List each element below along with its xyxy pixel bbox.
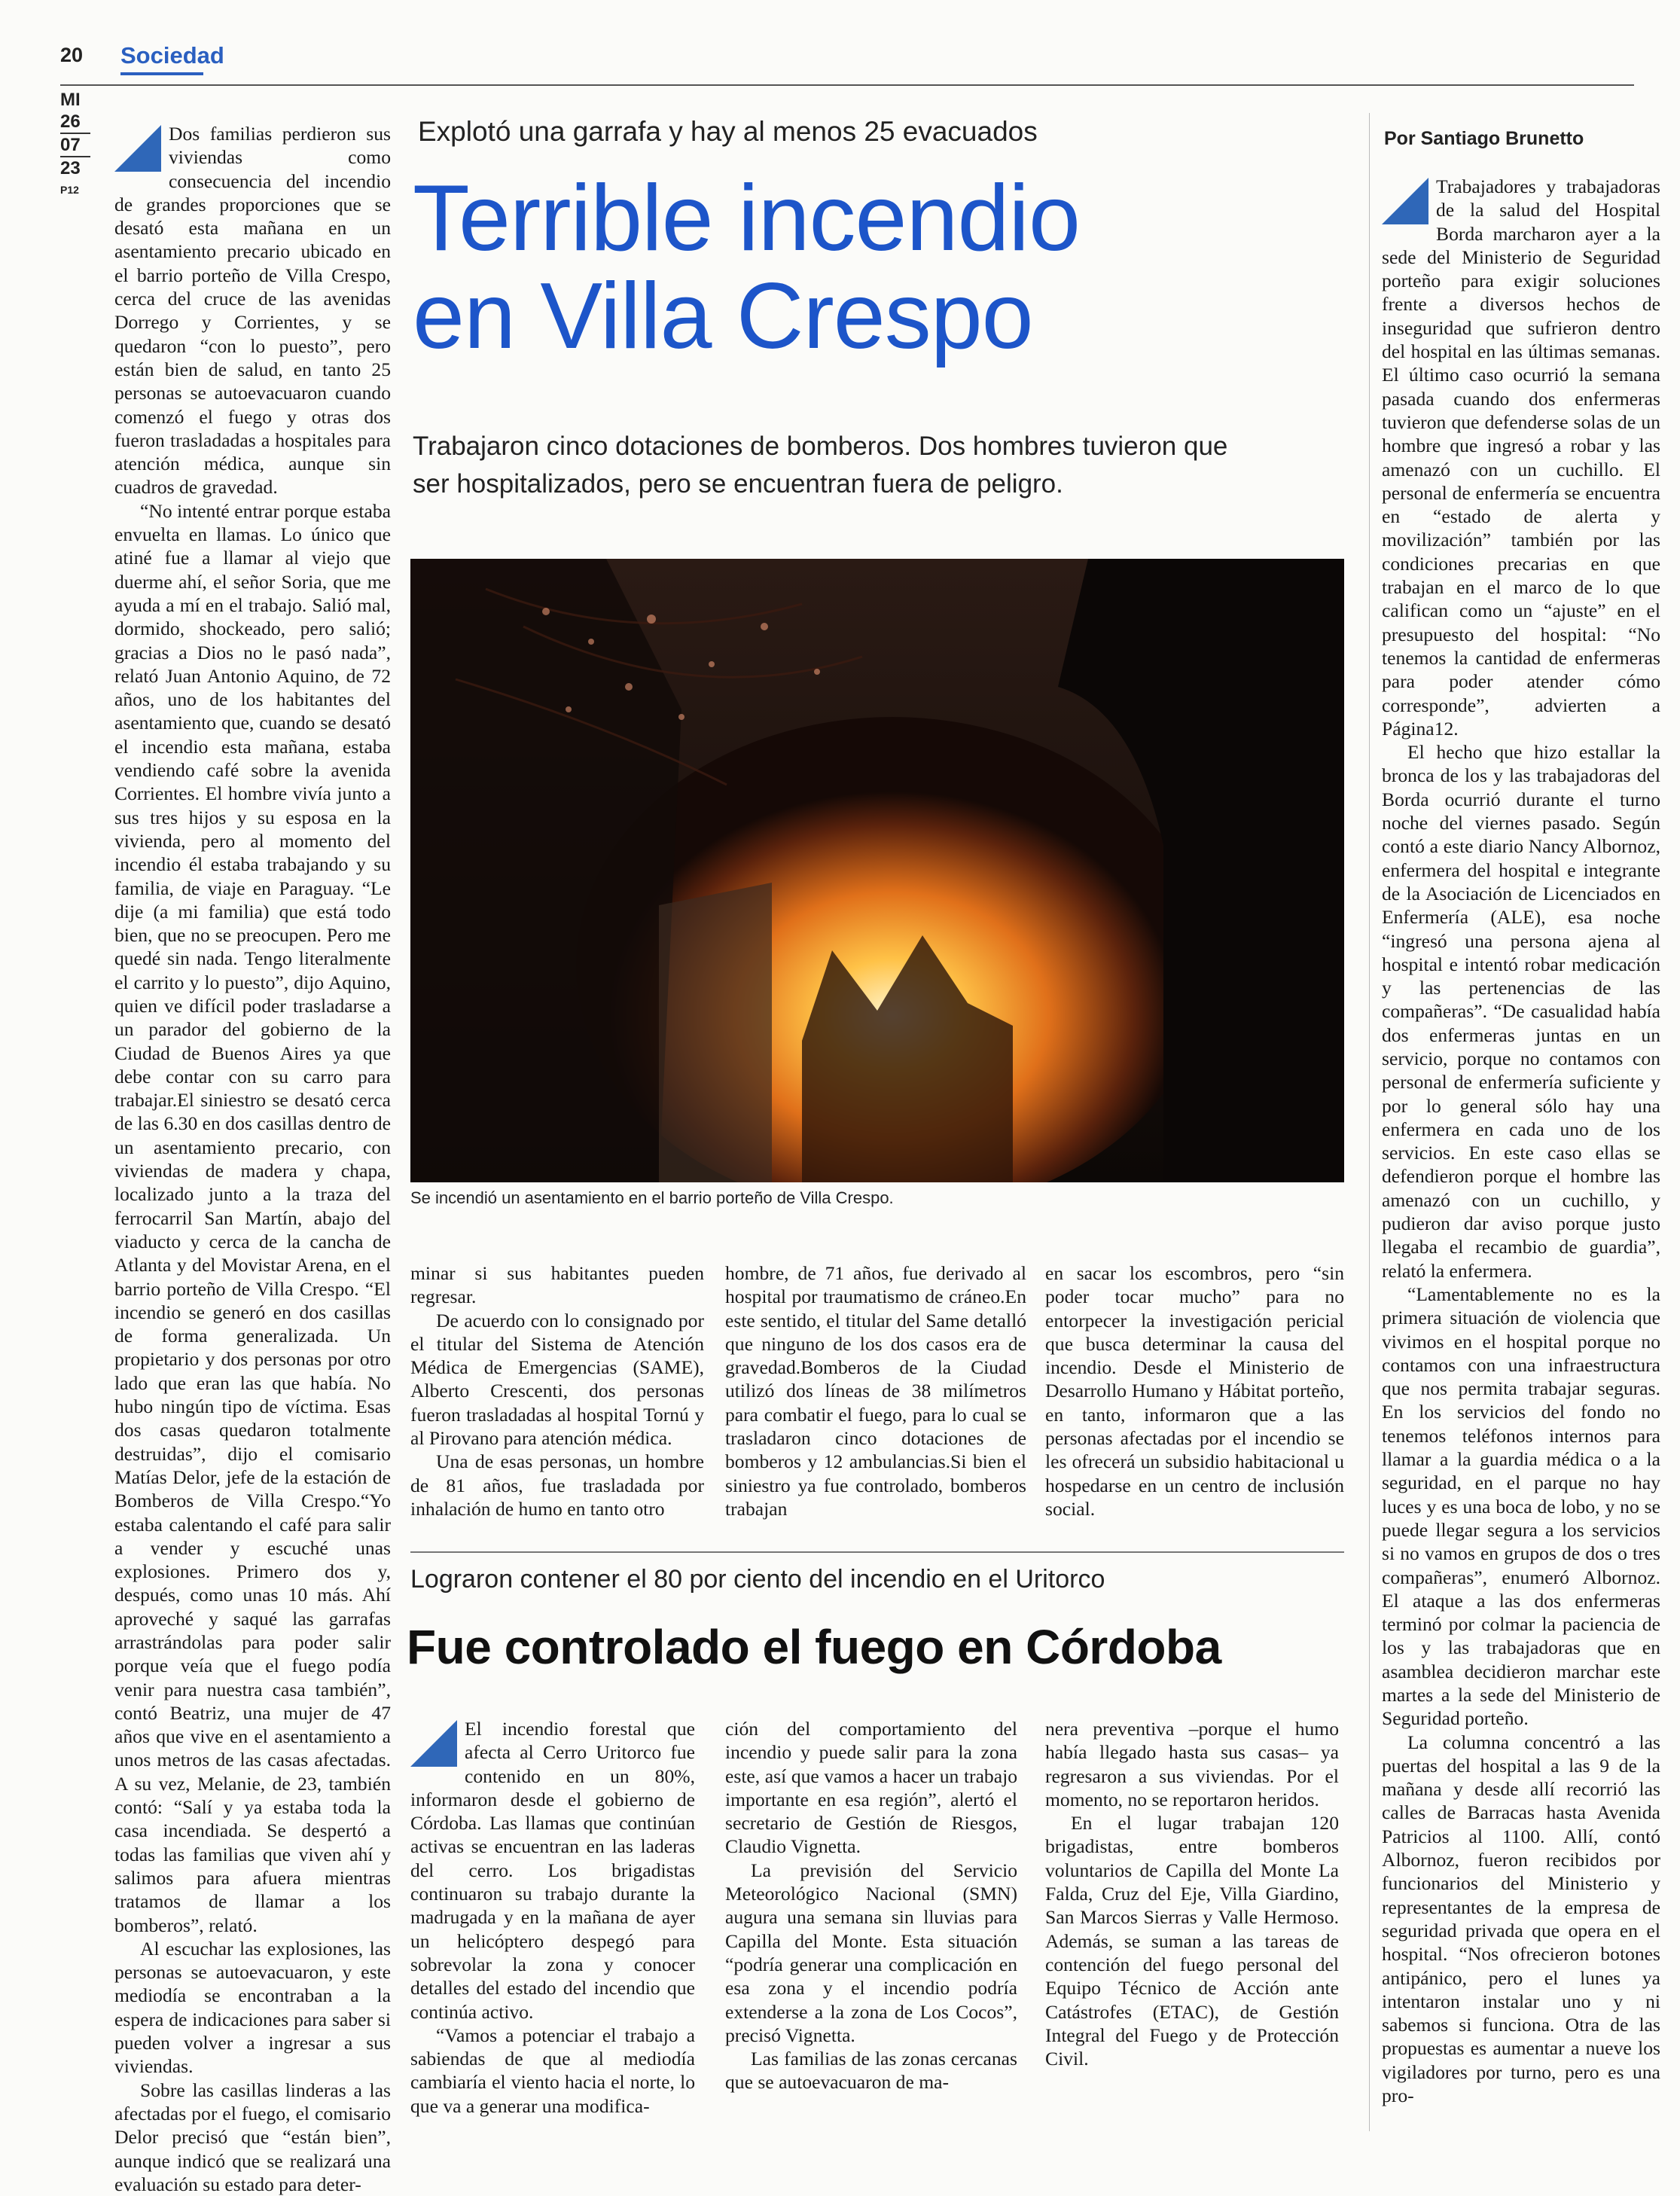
- section-label: Sociedad: [120, 42, 224, 69]
- second-col1-p2: “Vamos a potenciar el trabajo a sabiendas de que al mediodía cambiaría el viento hacia el norte, lo que va a generar una modifica-: [410, 2024, 695, 2117]
- main-deck: Trabajaron cinco dotaciones de bomberos. Dos hombres tuvieron que ser hospitalizados, pero se encuentran fuera de peligro.: [413, 432, 1228, 499]
- second-story-col1: [410, 1717, 695, 2118]
- page-number: 20: [60, 44, 84, 66]
- right-p4: La columna concentró a las puertas del hospital a las 9 de la mañana y desde allí recorrió las calles de Barracas hasta Avenida Patricios al 1100. Allí, contó Albornoz, fueron recibidos por funcionarios del Ministerio y representantes de la empresa de seguridad privada que opera en el hospital. “Nos ofrecieron botones antipánico, pero el lunes ya intentaron instalar uno y ni sabemos si funciona. Otra de las propuestas es aumentar a nueve los vigiladores por turno, pero es una pro-: [1382, 1731, 1660, 2107]
- date-mm: 07: [60, 134, 90, 157]
- second-col1-p1: El incendio forestal que afecta al Cerro Uritorco fue contenido en un 80%, informaron desde el gobierno de Córdoba. Las llamas que continúan activas se encuentran en las laderas del cerro. Los brigadistas continuaron su trabajo durante la madrugada y en la mañana de ayer un helicóptero despegó para sobrevolar la zona y conocer detalles del estado del incendio que continúa activo.: [410, 1718, 695, 2023]
- date-yy: 23: [60, 158, 81, 178]
- header-rule: [60, 84, 1634, 86]
- second-col2-p3: Las familias de las zonas cercanas que se autoevacuaron de ma-: [725, 2048, 1017, 2094]
- main-col1-p1: Dos familias perdieron sus viviendas como consecuencia del incendio de grandes proporciones que se desató esta mañana en un asentamiento precario ubicado en el barrio porteño de Villa Crespo, cerca del cruce de las avenidas Dorrego y Corrientes, y se quedaron “con lo puesto”, pero están bien de salud, en tanto 25 personas se autoevacuaron cuando comenzó el fuego y otras dos fueron trasladadas a hospitales para atención médica, aunque sin cuadros de gravedad.: [114, 123, 391, 499]
- main-col2-p3: Una de esas personas, un hombre de 81 años, fue trasladada por inhalación de humo en tanto otro: [410, 1450, 704, 1520]
- second-col2-p1: ción del comportamiento del incendio y puede salir para la zona este, así que vamos a hacer un trabajo importante en esa región”, alertó el secretario de Gestión de Riesgos, Claudio Vignetta.: [725, 1718, 1017, 1858]
- main-col4-p1: en sacar los escombros, pero “sin poder tocar mucho” para no entorpecer la investigación pericial que busca determinar la causa del incendio. Desde el Ministerio de Desarrollo Humano y Hábitat porteño, en tanto, informaron que a las personas afectadas por el incendio se les ofrecerá un subsidio habitacional u hospedarse en un centro de inclusión social.: [1045, 1262, 1344, 1520]
- date-dd: 26: [60, 111, 90, 134]
- second-col2-p2: La previsión del Servicio Meteorológico Nacional (SMN) augura una semana sin lluvias para Capilla del Monte. Esta situación “podría generar una complicación en esa zona y el incendio podría extenderse a la zona de Los Cocos”, precisó Vignetta.: [725, 1859, 1017, 2046]
- byline: Por Santiago Brunetto: [1384, 128, 1584, 149]
- main-story-col4: [1045, 1261, 1344, 1520]
- section-underline: [120, 72, 203, 75]
- main-story-col3: [725, 1261, 1026, 1520]
- p12-logo: P12: [60, 184, 79, 196]
- second-story-rule: [410, 1551, 1344, 1553]
- second-story-col2: [725, 1717, 1017, 2094]
- main-col1-p4: Sobre las casillas linderas a las afectadas por el fuego, el comisario Delor precisó que “están bien”, aunque indicó que se realizará una evaluación su estado para deter-: [114, 2079, 391, 2195]
- date-block: [60, 89, 90, 201]
- main-headline: [413, 166, 1316, 368]
- right-p3: “Lamentablemente no es la primera situación de violencia que vivimos en el hospital porque no contamos con una infraestructura que nos permita trabajar seguras. En los servicios del fondo no tenemos teléfonos internos para llamar a la guardia médica o a la seguridad, en el parque no hay luces y es una boca de lobo, y no se puede llegar segura a los servicios si no vamos en grupos de dos o tres compañeras”, enumeró Albornoz. El ataque a las dos enfermeras terminó por colmar la paciencia de los y las trabajadoras que en asamblea decidieron marchar este martes a la sede del Ministerio de Seguridad porteño.: [1382, 1283, 1660, 1730]
- right-lead-triangle-icon: [1382, 178, 1428, 224]
- right-column-rule: [1369, 113, 1370, 2131]
- second-story-col3: [1045, 1717, 1339, 2070]
- second-lead-triangle-icon: [410, 1720, 457, 1767]
- fire-photo: [410, 559, 1344, 1182]
- main-story-col2: [410, 1261, 704, 1520]
- right-p1: Trabajadores y trabajadoras de la salud del Hospital Borda marcharon ayer a la sede del Ministerio de Seguridad porteño para exigir soluciones frente a diversos hechos de inseguridad que sufrieron dentro del hospital en las últimas semanas. El último caso ocurrió la semana pasada cuando dos enfermeras tuvieron que defenderse solas de un hombre que ingresó a robar y las amenazó con un cuchillo. El personal de enfermería se encuentra en “estado de alerta y movilización” también por las condiciones precarias en que trabajan en el marco de lo que califican como un “ajuste” en el presupuesto del hospital: “No tenemos la cantidad de enfermeras para poder atender cómo corresponde”, advierten a Página12.: [1382, 175, 1660, 740]
- main-col2-p1: minar si sus habitantes pueden regresar.: [410, 1262, 704, 1308]
- main-kicker: Explotó una garrafa y hay al menos 25 evacuados: [418, 116, 1038, 147]
- main-headline-line1: Terrible incendio: [413, 166, 1080, 270]
- main-col2-p2: De acuerdo con lo consignado por el titular del Sistema de Atención Médica de Emergencias (SAME), Alberto Crescenti, dos personas fueron trasladadas al hospital Tornú y al Pirovano para atención médica.: [410, 1309, 704, 1450]
- fire-photo-illustration: [410, 559, 1344, 1182]
- lead-triangle-icon: [114, 125, 161, 172]
- main-col1-p2: “No intenté entrar porque estaba envuelta en llamas. Lo único que atiné fue a llamar al viejo que duerme ahí, el señor Soria, que me ayuda a mí en el trabajo. Salió mal, dormido, shockeado, pero salió; gracias a Dios no le pasó nada”, relató Juan Antonio Aquino, de 72 años, uno de los habitantes del asentamiento que, cuando se desató el incendio esta mañana, estaba vendiendo café sobre la avenida Corrientes. El hombre vivía junto a sus tres hijos y su esposa en la vivienda, pero al momento del incendio él estaba trabajando y su familia, de viaje en Paraguay. “Le dije (a mi familia) que está todo bien, que no se preocupen. Pero me quedé sin nada. Tengo literalmente el carrito y lo puesto”, dijo Aquino, quien ve difícil poder trasladarse a un parador del gobierno de la Ciudad de Buenos Aires ya que debe contar con su carro para trabajar.El siniestro se desató cerca de las 6.30 en dos casillas dentro de un asentamiento precario, con viviendas de madera y chapa, localizado junto a la traza del ferrocarril San Martín, abajo del viaducto y cerca de la cancha de Atlanta y del Movistar Arena, en el barrio porteño de Villa Crespo. “El incendio se generó en dos casillas de forma generalizada. Un propietario y dos personas por otro lado que eran las que había. No hubo ningún tipo de víctima. Esas dos casas quedaron totalmente destruidas”, dijo el comisario Matías Delor, jefe de la estación de Bomberos de Villa Crespo.“Yo estaba calentando el café para salir a vender y escuché unas explosiones. Primero dos y, después, como unas 10 más. Ahí aproveché y saqué las garrafas arrastrándolas para poder salir porque veía que el fuego podía venir para nuestra casa también”, contó Beatriz, una mujer de 47 años que vive en el asentamiento a unos metros de las casas afectadas. A su vez, Melanie, de 23, también contó: “Salí y ya estaba toda la casa incendiada. Se despertó a todas las familias que viven ahí y salimos para afuera mientras tratamos de llamar a los bomberos”, relató.: [114, 499, 391, 1936]
- date-day: MI: [60, 90, 81, 110]
- main-headline-line2: en Villa Crespo: [413, 264, 1033, 368]
- second-kicker: Lograron contener el 80 por ciento del incendio en el Uritorco: [410, 1565, 1105, 1594]
- right-p2: El hecho que hizo estallar la bronca de los y las trabajadoras del Borda ocurrió durante el turno noche del viernes pasado. Según contó a este diario Nancy Albornoz, enfermera del hospital e integrante de la Asociación de Licenciados en Enfermería (ALE), esa noche “ingresó una persona ajena al hospital e intentó robar medicación y las pertenencias de las compañeras”. “De casualidad había dos enfermeras juntas en un servicio, porque no contamos con personal de enfermería suficiente y por lo general sólo hay una enfermera en cada uno de los servicios. En este caso ellas se defendieron porque el hombre las amenazó con un cuchillo, y pudieron dar aviso porque justo llegaba el recambio de guardia”, relató la enfermera.: [1382, 741, 1660, 1282]
- main-col1-p3: Al escuchar las explosiones, las personas se autoevacuaron, y este mediodía se encontraban a la espera de indicaciones para saber si pueden volver a ingresar a sus viviendas.: [114, 1937, 391, 2078]
- second-headline: Fue controlado el fuego en Córdoba: [407, 1620, 1221, 1674]
- second-col3-p2: En el lugar trabajan 120 brigadistas, entre bomberos voluntarios de Capilla del Monte La Falda, Cruz del Eje, Villa Giardino, San Marcos Sierras y Valle Hermoso. Además, se suman a las tareas de contención del fuego personal del Equipo Técnico de Acción ante Catástrofes (ETAC), de Gestión Integral del Fuego y de Protección Civil.: [1045, 1812, 1339, 2070]
- photo-caption: Se incendió un asentamiento en el barrio porteño de Villa Crespo.: [410, 1188, 894, 1207]
- main-col3-p1: hombre, de 71 años, fue derivado al hospital por traumatismo de cráneo.En este sentido, el titular del Same detalló que ninguno de los dos casos era de gravedad.Bomberos de la Ciudad utilizó dos líneas de 38 milímetros para combatir el fuego, para lo cual se trasladaron cinco dotaciones de bomberos y 12 ambulancias.Si bien el siniestro ya fue controlado, bomberos trabajan: [725, 1262, 1026, 1520]
- second-col3-p1: nera preventiva –porque el humo había llegado hasta sus casas– ya regresaron a sus viviendas. Por el momento, no se reportaron heridos.: [1045, 1718, 1339, 1810]
- right-story-col: [1382, 175, 1660, 2107]
- main-story-col1: [114, 122, 391, 2196]
